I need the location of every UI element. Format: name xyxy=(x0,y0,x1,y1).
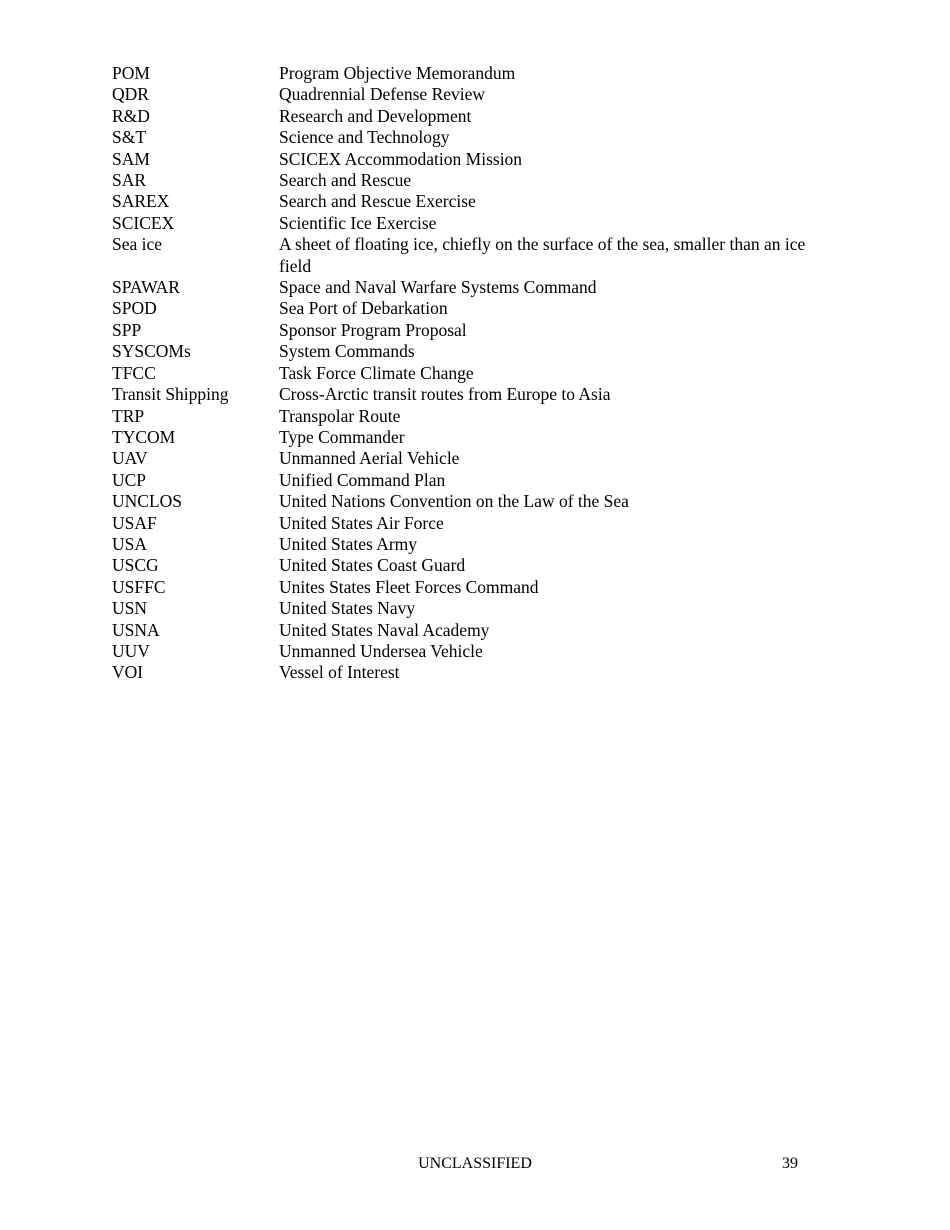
acronym-term: S&T xyxy=(112,127,147,148)
acronym-definition: Program Objective Memorandum xyxy=(279,63,516,83)
acronym-term: Sea ice xyxy=(112,234,163,255)
acronym-definition: United States Navy xyxy=(279,598,416,619)
acronym-definition: Unified Command Plan xyxy=(279,469,446,490)
acronym-term: USFFC xyxy=(112,576,166,597)
acronym-definition: United Nations Convention on the Law of the Sea xyxy=(279,491,629,512)
acronym-definition: SCICEX Accommodation Mission xyxy=(279,148,523,169)
acronym-term: SAM xyxy=(112,148,150,169)
glossary-row xyxy=(112,170,832,191)
glossary-row xyxy=(112,620,832,641)
acronym-term: TRP xyxy=(112,405,145,426)
acronym-definition: United States Naval Academy xyxy=(279,619,490,640)
acronym-term: SPOD xyxy=(112,298,157,319)
acronym-definition: Task Force Climate Change xyxy=(279,362,474,383)
acronym-term: QDR xyxy=(112,84,149,105)
acronym-definition: Search and Rescue Exercise xyxy=(279,191,476,212)
acronym-definition: Quadrennial Defense Review xyxy=(279,84,486,105)
acronym-term: UUV xyxy=(112,640,150,661)
glossary-row xyxy=(112,427,832,448)
acronym-term: SAR xyxy=(112,170,147,191)
glossary-row xyxy=(112,406,832,427)
acronym-term: R&D xyxy=(112,105,150,126)
glossary-row xyxy=(112,149,832,170)
glossary-row xyxy=(112,106,832,127)
acronym-definition: Vessel of Interest xyxy=(279,662,400,683)
acronym-definition: Search and Rescue xyxy=(279,170,412,191)
acronym-definition: Scientific Ice Exercise xyxy=(279,212,437,233)
acronym-definition: Cross-Arctic transit routes from Europe to Asia xyxy=(279,384,611,405)
glossary-row xyxy=(112,598,832,619)
acronym-term: USAF xyxy=(112,512,157,533)
acronym-definition: Type Commander xyxy=(279,426,405,447)
acronym-definition: Research and Development xyxy=(279,105,472,126)
glossary-row xyxy=(112,363,832,384)
acronym-term: UNCLOS xyxy=(112,491,183,512)
acronym-definition: United States Coast Guard xyxy=(279,555,466,576)
glossary-row xyxy=(112,662,832,683)
acronym-term: UCP xyxy=(112,469,147,490)
acronym-definition: United States Air Force xyxy=(279,512,444,533)
acronym-term: TYCOM xyxy=(112,426,176,447)
glossary-row xyxy=(112,448,832,469)
acronym-definition: Unites States Fleet Forces Command xyxy=(279,576,539,597)
page-number: 39 xyxy=(782,1155,798,1172)
glossary-row xyxy=(112,127,832,148)
acronym-definition: United States Army xyxy=(279,533,418,554)
glossary-row xyxy=(112,84,832,105)
glossary-row xyxy=(112,298,832,319)
acronym-definition: Unmanned Undersea Vehicle xyxy=(279,640,483,661)
acronym-term: UAV xyxy=(112,448,148,469)
acronym-term: SPAWAR xyxy=(112,277,180,298)
glossary-row xyxy=(112,341,832,362)
acronym-term: USCG xyxy=(112,555,159,576)
glossary-row xyxy=(112,234,832,277)
acronym-term: SYSCOMs xyxy=(112,341,191,362)
acronym-term: POM xyxy=(112,63,150,83)
acronym-term: USNA xyxy=(112,619,160,640)
acronym-term: SCICEX xyxy=(112,212,175,233)
acronym-term: Transit Shipping xyxy=(112,384,229,405)
acronym-term: SAREX xyxy=(112,191,170,212)
acronym-list xyxy=(112,63,832,684)
acronym-definition: Sponsor Program Proposal xyxy=(279,319,467,340)
classification-marking: UNCLASSIFIED xyxy=(418,1155,532,1172)
acronym-term: USA xyxy=(112,533,148,554)
glossary-row xyxy=(112,277,832,298)
glossary-row xyxy=(112,191,832,212)
glossary-row xyxy=(112,384,832,405)
acronym-definition: Unmanned Aerial Vehicle xyxy=(279,448,460,469)
acronym-definition: Transpolar Route xyxy=(279,405,401,426)
glossary-row xyxy=(112,470,832,491)
acronym-term: VOI xyxy=(112,662,144,683)
acronym-term: TFCC xyxy=(112,362,156,383)
acronym-definition: Sea Port of Debarkation xyxy=(279,298,448,319)
acronym-term: USN xyxy=(112,598,148,619)
glossary-row xyxy=(112,577,832,598)
glossary-row xyxy=(112,320,832,341)
glossary-row xyxy=(112,491,832,512)
acronym-definition: A sheet of floating ice, chiefly on the surface of the sea, smaller than an ice field xyxy=(279,234,806,276)
acronym-definition: System Commands xyxy=(279,341,415,362)
acronym-definition: Science and Technology xyxy=(279,127,450,148)
acronym-term: SPP xyxy=(112,319,142,340)
glossary-row xyxy=(112,534,832,555)
acronym-definition: Space and Naval Warfare Systems Command xyxy=(279,277,597,298)
glossary-row xyxy=(112,513,832,534)
glossary-row xyxy=(112,213,832,234)
glossary-row xyxy=(112,555,832,576)
glossary-row xyxy=(112,641,832,662)
glossary-row xyxy=(112,63,832,84)
